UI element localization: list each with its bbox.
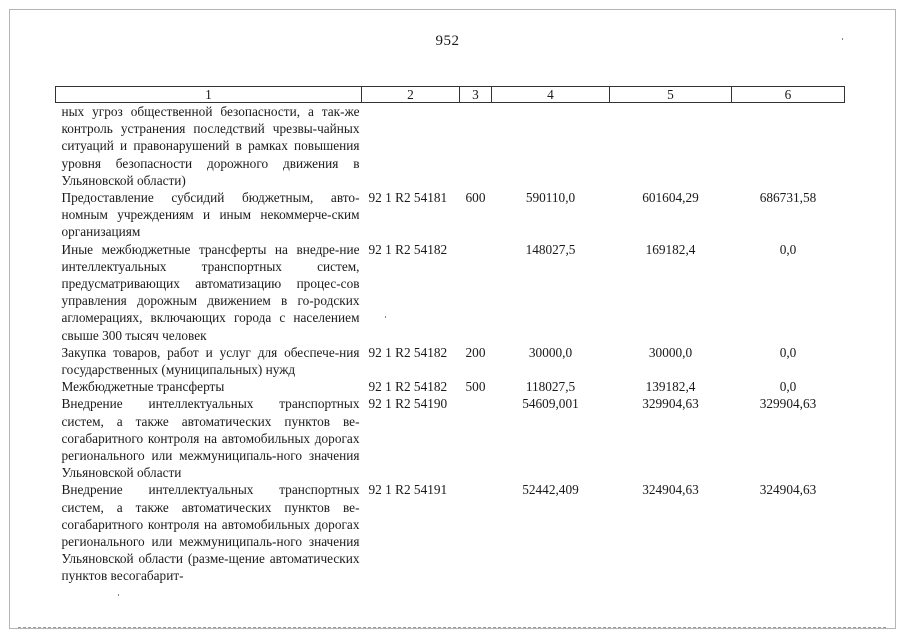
row-value-col5: 324904,63: [642, 482, 699, 498]
row-value-col5: 30000,0: [648, 344, 693, 360]
row-value-col5: 601604,29: [642, 190, 699, 206]
row-type: [460, 395, 492, 481]
row-code: [362, 103, 460, 190]
scan-edge-line: [18, 627, 886, 628]
page-number: 952: [435, 33, 460, 49]
table-row: [56, 103, 845, 190]
row-type: 500: [465, 379, 486, 395]
row-name: Предоставление субсидий бюджетным, авто-номным учреждениям и иным некоммерче-ским организациям: [61, 190, 360, 240]
row-value-col4: 118027,5: [525, 379, 576, 395]
table-row: [56, 481, 845, 584]
row-type: 600: [465, 190, 486, 206]
table-row: [56, 378, 845, 395]
row-code: 92 1 R2 54190: [368, 396, 448, 412]
row-value-col5: [610, 103, 732, 190]
row-name: Закупка товаров, работ и услуг для обеспече-ния государственных (муниципальных) нужд: [61, 344, 360, 378]
row-value-col6: 0,0: [779, 379, 797, 395]
column-header: 1: [56, 87, 362, 103]
scan-speck: [385, 316, 386, 318]
row-name: Иные межбюджетные трансферты на внедре-ние интеллектуальных транспортных систем, предусматривающих автоматизацию процес-сов управления дорожным движением в го-родских агломерациях, включающих города с населением свыше 300 тысяч человек: [61, 241, 360, 343]
row-code: 92 1 R2 54191: [368, 482, 448, 498]
row-value-col6: 0,0: [779, 344, 797, 360]
row-value-col4: 148027,5: [525, 241, 576, 257]
table-row: [56, 189, 845, 241]
row-name: ных угроз общественной безопасности, а так-же контроль устранения последствий чрезвы-чайных ситуаций и правонарушений в рамках повышения уровня безопасности дорожного движения в Ульяновской области): [61, 104, 360, 188]
row-value-col4: 54609,001: [522, 396, 579, 412]
row-value-col4: 30000,0: [528, 344, 573, 360]
row-code: 92 1 R2 54182: [368, 379, 448, 395]
row-code: 92 1 R2 54182: [368, 344, 448, 360]
row-name: Внедрение интеллектуальных транспортных систем, а также автоматических пунктов ве-согабаритного контроля на автомобильных дорогах регионального или межмуниципаль-ного значения Ульяновской области (разме-щение автоматических пунктов весогабарит-: [61, 482, 360, 584]
row-value-col6: 686731,58: [759, 190, 817, 206]
row-type: [460, 103, 492, 190]
row-type: 200: [465, 344, 486, 360]
row-value-col5: 139182,4: [645, 379, 696, 395]
row-value-col5: 169182,4: [645, 241, 696, 257]
scan-speck: [842, 38, 843, 40]
column-header: 5: [610, 87, 732, 103]
row-type: [460, 241, 492, 344]
table-header-row: [56, 87, 845, 103]
row-value-col5: 329904,63: [642, 396, 699, 412]
row-value-col4: [492, 103, 610, 190]
row-value-col6: 329904,63: [759, 396, 817, 412]
table-row: [56, 344, 845, 378]
row-value-col6: 0,0: [779, 241, 797, 257]
row-value-col6: [732, 103, 845, 190]
scan-speck: [118, 594, 119, 596]
column-header: 3: [460, 87, 492, 103]
row-name: Внедрение интеллектуальных транспортных систем, а также автоматических пунктов ве-согабаритного контроля на автомобильных дорогах регионального или межмуниципаль-ного значения Ульяновской области: [61, 396, 360, 481]
table-row: [56, 395, 845, 481]
row-code: 92 1 R2 54181: [368, 190, 448, 206]
row-code: 92 1 R2 54182: [368, 241, 448, 257]
budget-table: [55, 86, 845, 585]
column-header: 2: [362, 87, 460, 103]
column-header: 4: [492, 87, 610, 103]
table-row: [56, 241, 845, 344]
row-value-col4: 52442,409: [522, 482, 579, 498]
row-value-col6: 324904,63: [759, 482, 817, 498]
row-value-col4: 590110,0: [525, 190, 576, 206]
row-type: [460, 481, 492, 584]
column-header: 6: [732, 87, 845, 103]
row-name: Межбюджетные трансферты: [61, 379, 225, 395]
